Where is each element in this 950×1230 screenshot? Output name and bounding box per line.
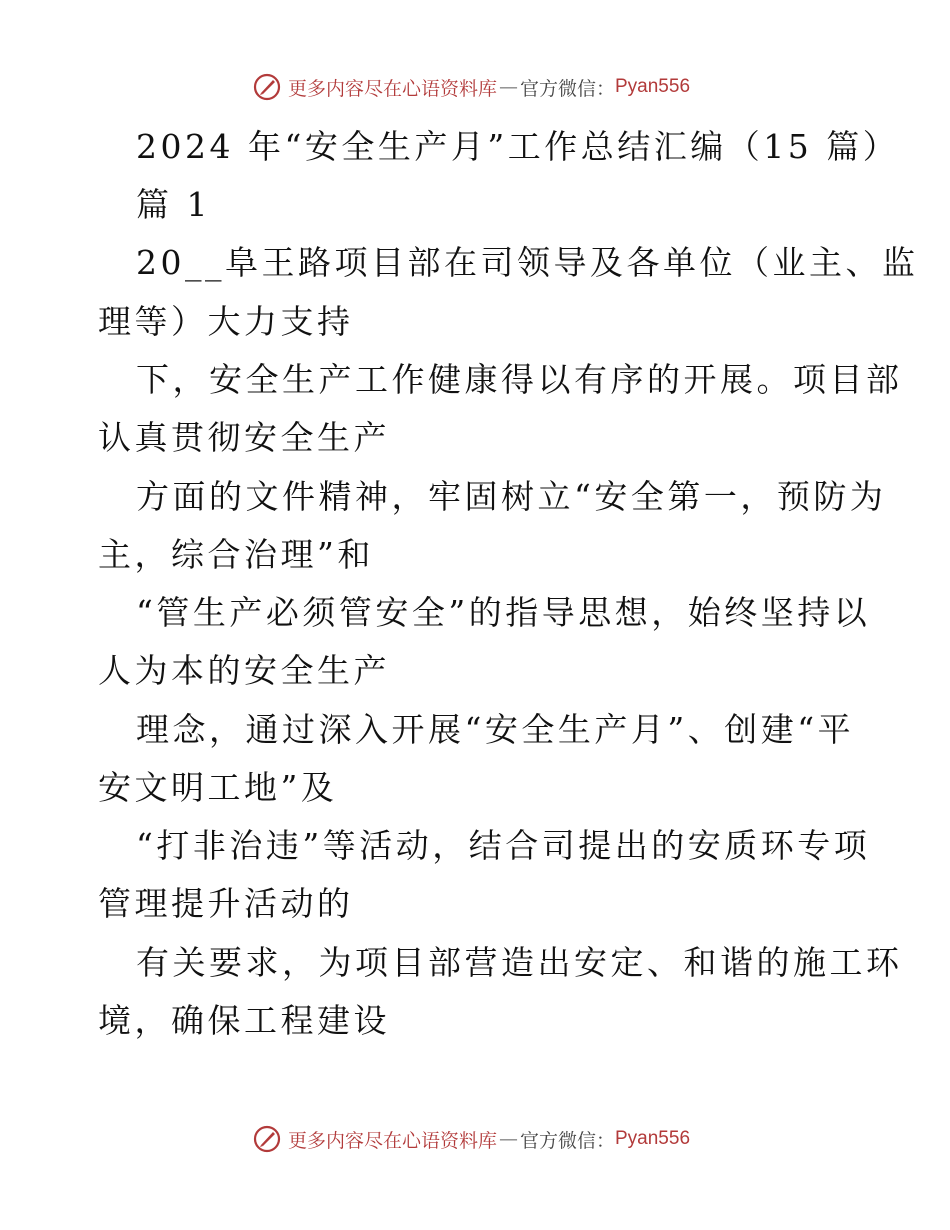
watermark-dash: — (498, 76, 518, 98)
paragraph-line: 管理提升活动的 (98, 884, 354, 923)
watermark-header (0, 72, 950, 102)
document-title: 2024 年“安全生产月”工作总结汇编（15 篇） (136, 127, 900, 166)
watermark-wechat-label: 官方微信： (519, 1129, 615, 1152)
paragraph-line: 主，综合治理”和 (98, 535, 374, 574)
paragraph-line: 认真贯彻安全生产 (98, 418, 390, 457)
paragraph-line: 方面的文件精神，牢固树立“安全第一，预防为 (136, 477, 887, 516)
watermark-brand: 更多内容尽在心语资料库 (287, 77, 497, 100)
paragraph-line: “管生产必须管安全”的指导思想，始终坚持以 (136, 593, 871, 632)
paragraph-line: 人为本的安全生产 (98, 651, 390, 690)
watermark-wechat-id: Pyan556 (615, 1128, 691, 1149)
paragraph-line: 境，确保工程建设 (98, 1001, 390, 1040)
paragraph-line: 20__阜王路项目部在司领导及各单位（业主、监 (136, 243, 919, 282)
paragraph-line: 下，安全生产工作健康得以有序的开展。项目部 (136, 360, 903, 399)
watermark-wechat-id: Pyan556 (615, 76, 691, 97)
paragraph-line: 有关要求，为项目部营造出安定、和谐的施工环 (136, 943, 903, 982)
watermark-brand: 更多内容尽在心语资料库 (287, 1129, 497, 1152)
section-heading: 篇 1 (136, 185, 211, 224)
watermark-footer (0, 1124, 950, 1154)
paragraph-line: 理念，通过深入开展“安全生产月”、创建“平 (136, 710, 855, 749)
watermark-dash: — (498, 1128, 518, 1150)
quill-seal-icon (252, 1124, 282, 1154)
paragraph-line: 理等）大力支持 (98, 302, 354, 341)
watermark-wechat-label: 官方微信： (519, 77, 615, 100)
paragraph-line: “打非治违”等活动，结合司提出的安质环专项 (136, 826, 871, 865)
quill-seal-icon (252, 72, 282, 102)
paragraph-line: 安文明工地”及 (98, 768, 338, 807)
